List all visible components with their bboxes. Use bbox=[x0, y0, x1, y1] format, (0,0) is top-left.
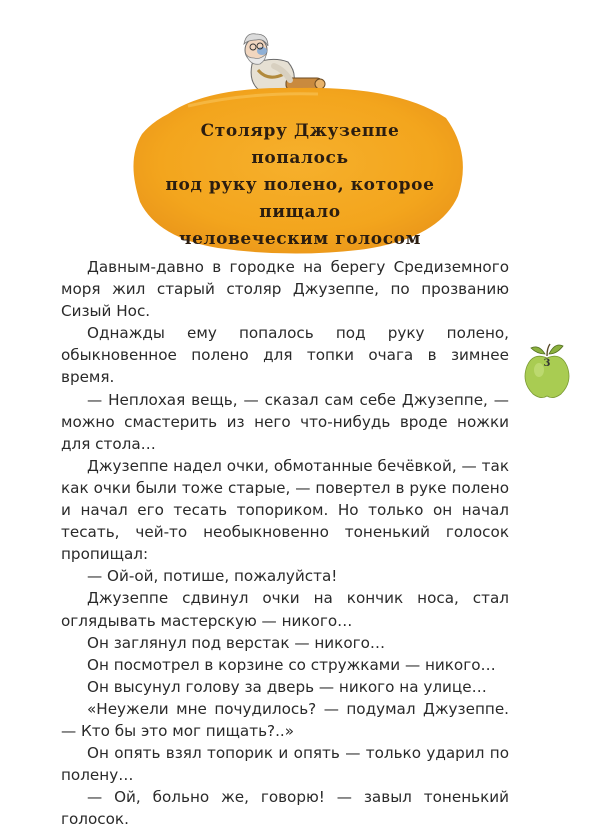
paragraph: — Неплохая вещь, — сказал сам себе Джузеппе, — можно смастерить из него что-нибудь вроде ножки для стола… bbox=[61, 390, 509, 453]
paragraph: Он посмотрел в корзине со стружками — никого… bbox=[87, 655, 496, 674]
chapter-title-line: под руку полено, которое пищало bbox=[165, 175, 435, 222]
paragraph: Он опять взял топорик и опять — только ударил по полену… bbox=[61, 744, 509, 785]
paragraph: — Ой, больно же, говорю! — завыл тоненький голосок. bbox=[61, 788, 509, 829]
page-number: 3 bbox=[543, 358, 551, 369]
paragraph: «Неужели мне почудилось? — подумал Джузеппе. — Кто бы это мог пищать?..» bbox=[61, 699, 509, 740]
story-text bbox=[61, 256, 509, 830]
paragraph: Он заглянул под верстак — никого… bbox=[87, 633, 386, 652]
paragraph: Он высунул голову за дверь — никого на улице… bbox=[87, 677, 487, 696]
paragraph: Джузеппе сдвинул очки на кончик носа, стал оглядывать мастерскую — никого… bbox=[61, 589, 509, 630]
paragraph: Джузеппе надел очки, обмотанные бечёвкой, — так как очки были тоже старые, — повертел в руке полено и начал его тесать топориком. Но только он начал тесать, чей-то необыкновенно тоненький голосок пропищал: bbox=[61, 456, 509, 564]
green-apple-icon bbox=[521, 340, 573, 400]
chapter-title-line: Столяру Джузеппе попалось bbox=[200, 121, 400, 168]
paragraph: Однажды ему попалось под руку полено, обыкновенное полено для топки очага в зимнее время. bbox=[61, 324, 509, 387]
paragraph: Давным-давно в городке на берегу Средиземного моря жил старый столяр Джузеппе, по прозванию Сизый Нос. bbox=[61, 258, 509, 321]
paragraph: — Ой-ой, потише, пожалуйста! bbox=[87, 567, 338, 586]
chapter-title bbox=[150, 118, 450, 253]
chapter-title-line: человеческим голосом bbox=[179, 229, 421, 249]
